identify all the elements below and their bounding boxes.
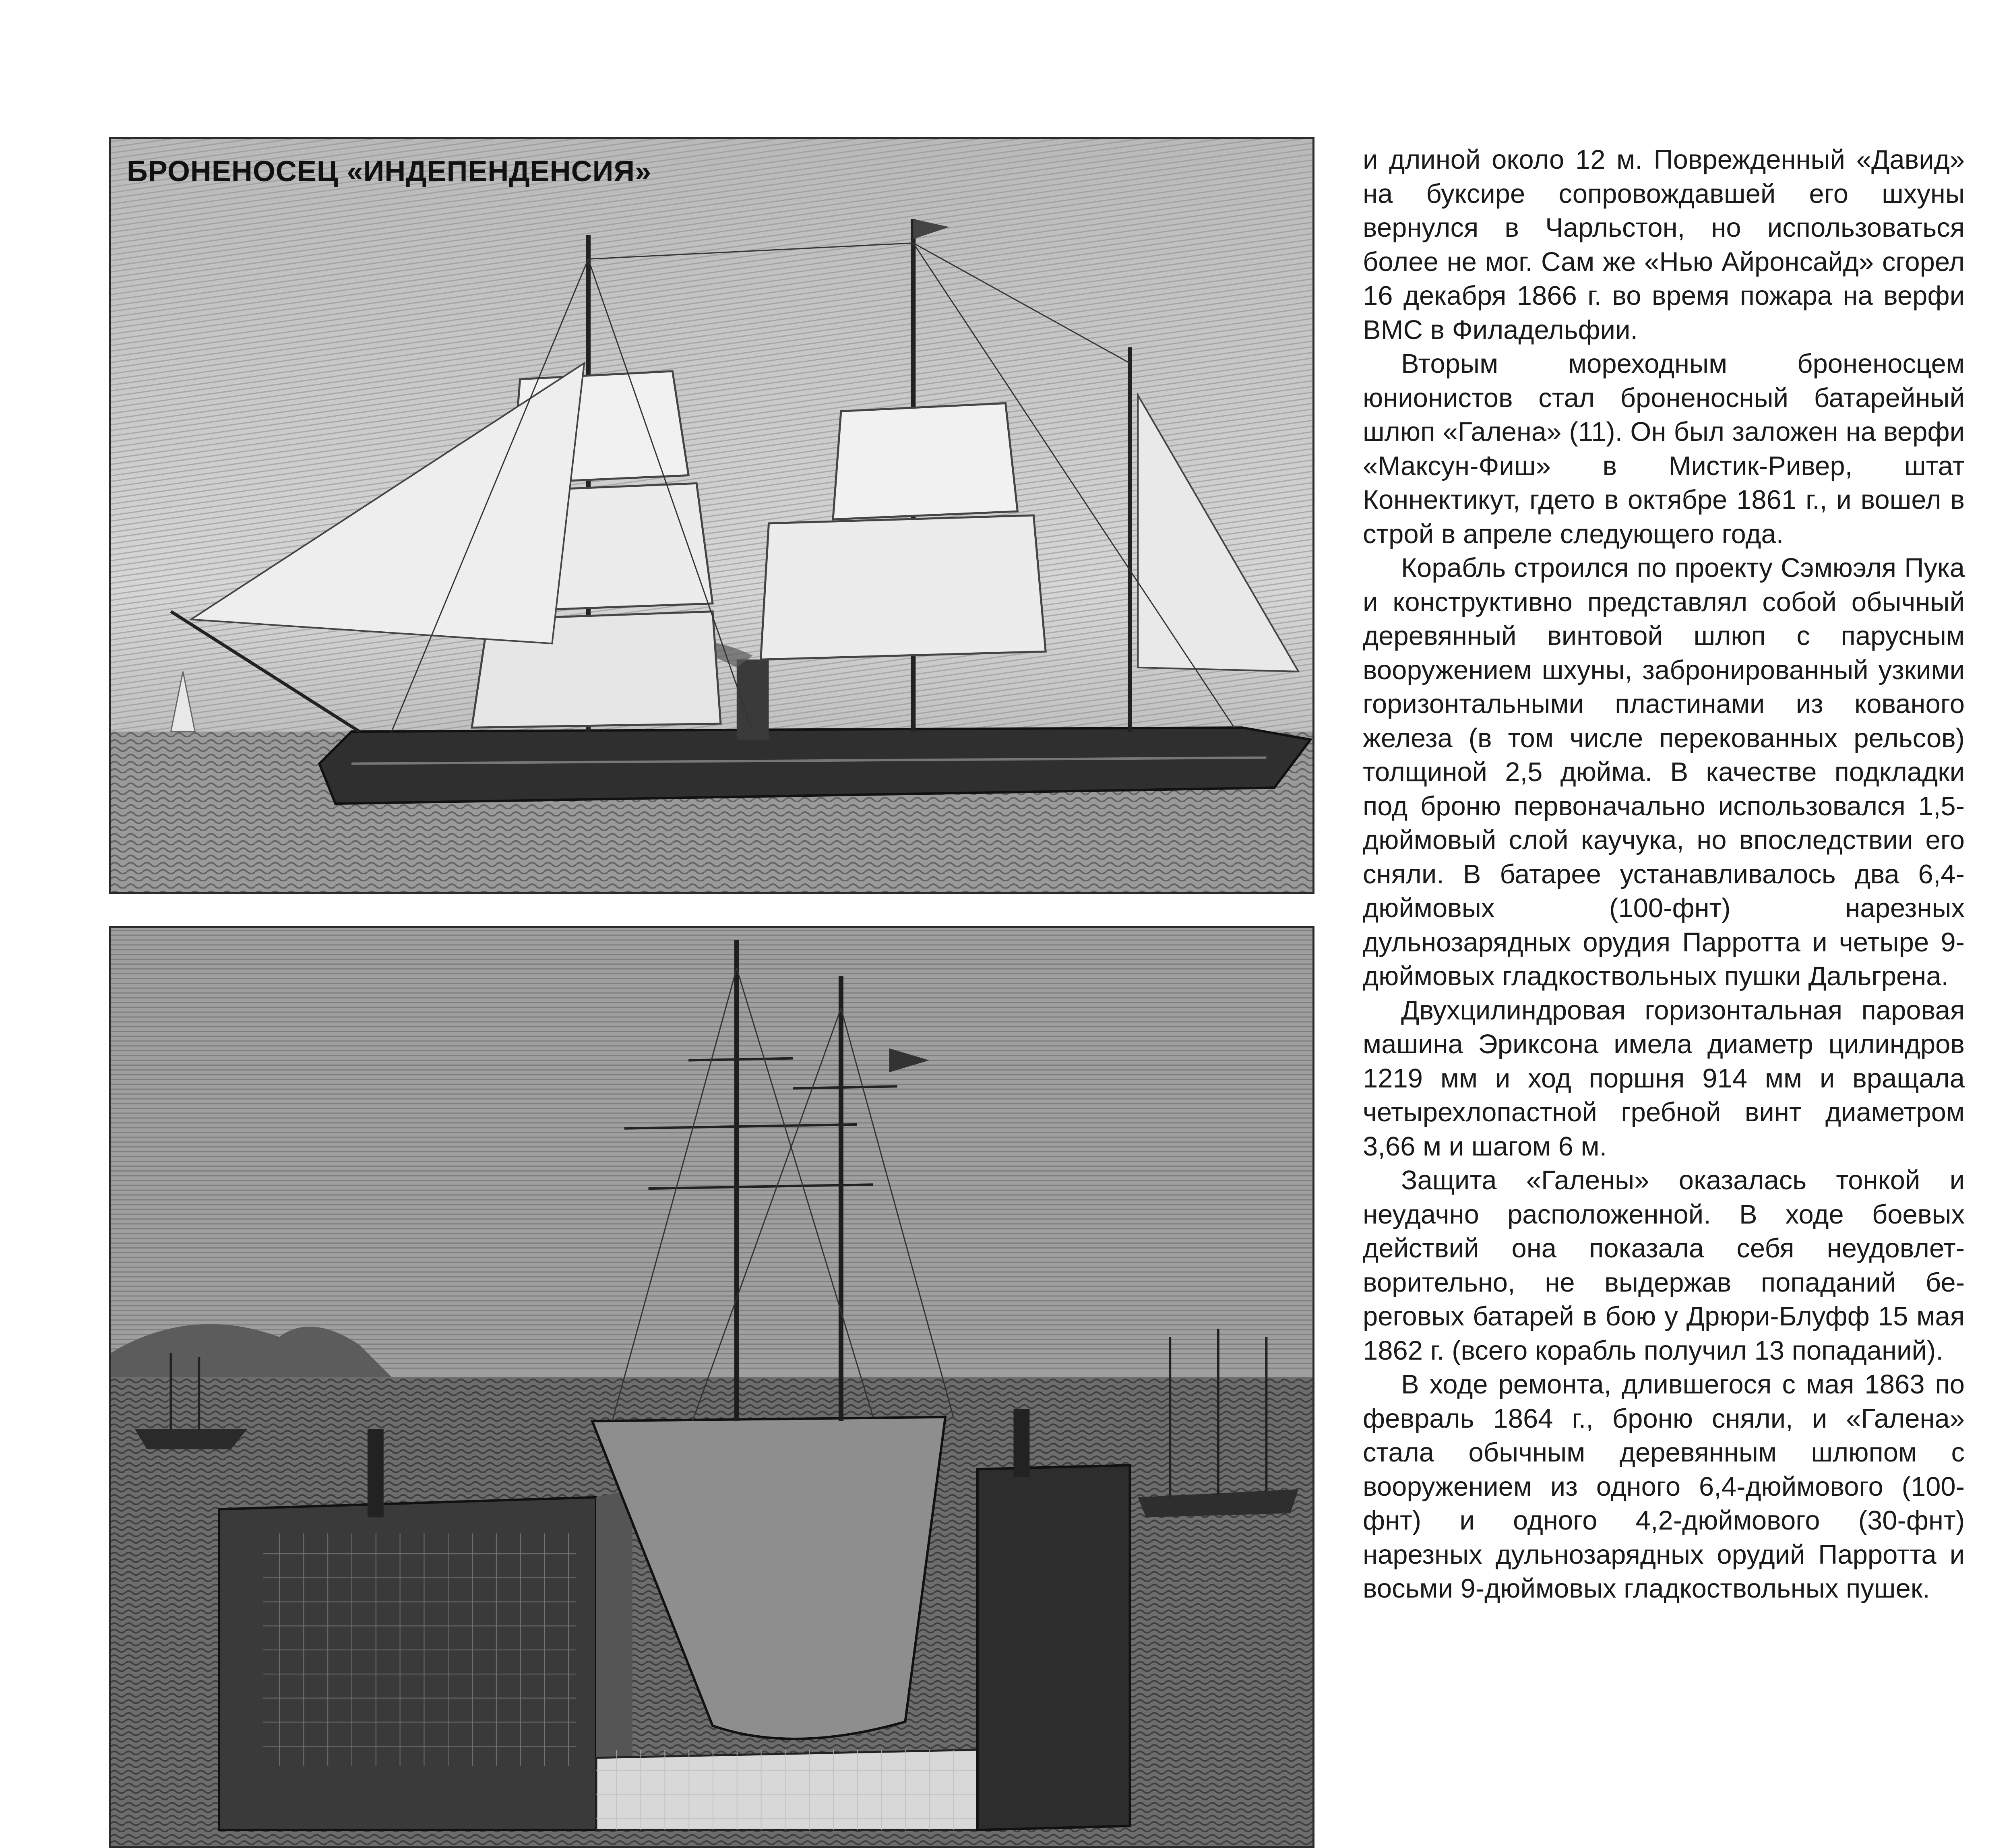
paragraph: Вторым мореходным броненосцем юнионистов стал броненосный батарейный шлюп «Галена» (11). Он был заложен на верфи «Максун-Фиш» в Мистик-Ривер, штат Коннектикут, гдето в октябре 1861 г., и вошел в строй в апреле следующего года. — [1363, 349, 1965, 549]
paragraph-continued: и длиной около 12 м. Поврежденный «Давид» на буксире сопровождавшей его шхуны вернулся в Чарльстон, но использоваться более не мог. Сам же «Нью Айронсайд» сгорел 16 декабря 1866 г. во время пожара на верфи ВМС в Филадельфии. — [1363, 145, 1965, 345]
paragraph: В ходе ремонта, длившегося с мая 1863 по февраль 1864 г., броню сняли, и «Галена» стала обычным деревянным шлюпом с вооружением из одного 6,4-дюймового (100-фнт) и одного 4,2-дюймового (30-фнт) нарезных дульнозарядных орудий Парротта и восьми 9-дюймовых гладкоствольных пушек. — [1363, 1369, 1965, 1604]
article-text — [1363, 143, 1965, 1606]
paragraph: Защита «Галены» оказалась тонкой и неудачно расположенной. В ходе боевых действий она показала себя неудовлетворительно, не выдержав попаданий береговых батарей в бою у Дрюри-Блуфф 15 мая 1862 г. (всего корабль получил 13 попаданий). — [1363, 1165, 1965, 1366]
floating-dock-illustration — [109, 926, 1314, 1848]
ship-in-floating-dock-engraving — [111, 928, 1312, 1846]
sailing-ironclad-engraving — [111, 139, 1312, 892]
ironclad-independencia-illustration — [109, 137, 1314, 894]
paragraph: Двухцилиндровая горизонтальная паровая машина Эриксона имела диаметр цилиндров 1219 мм и ход поршня 914 мм и вращала четырехлопастной гребной винт диаметром 3,66 м и шагом 6 м. — [1363, 995, 1965, 1162]
paragraph: Корабль строился по проекту Сэмюэля Пука и конструктивно представлял собой обычный деревянный винтовой шлюп с парусным вооружением шхуны, забронированный узкими горизонтальными пластинами из кованого железа (в том числе перекованных рельсов) толщиной 2,5 дюйма. В качестве подкладки под броню первоначально использовался 1,5-дюймовый слой каучука, но впоследствии его сняли. В батарее устанавливалось два 6,4-дюймовых (100-фнт) нарезных дульнозарядных орудия Парротта и четыре 9-дюймовых гладкоствольных пушки Дальгрена. — [1363, 553, 1965, 991]
figure-caption: БРОНЕНОСЕЦ «ИНДЕПЕНДЕНСИЯ» — [127, 155, 652, 188]
